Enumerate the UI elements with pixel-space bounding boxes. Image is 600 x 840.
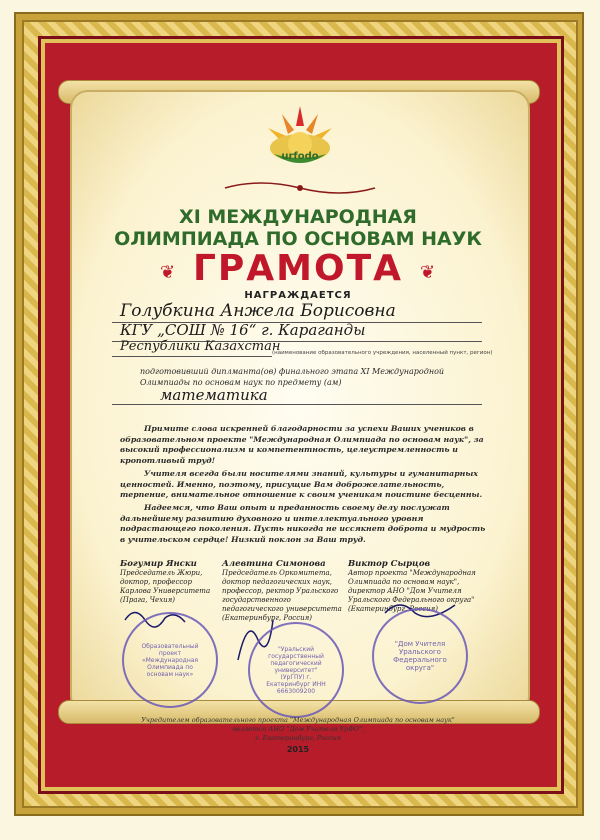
- footer-line-2: является АНО "Дом Учителя УрФО",: [231, 725, 365, 733]
- flourish-divider-icon: [220, 178, 380, 198]
- body-paragraph-2: Учителя всегда были носителями знаний, культуры и гуманитарных ценностей. Именно, поэтому, присущие Вам доброжелательность, терпение, внимательное отношение к своим ученикам поистине бесценны.: [120, 469, 483, 499]
- recipient-country: Республики Казахстан: [120, 339, 281, 354]
- recipient-institution: КГУ „СОШ № 16“ г. Караганды: [120, 321, 366, 339]
- stamp-middle: [248, 622, 344, 718]
- signatory-1-role: Председатель Жюри, доктор, профессор Карлова Университета (Прага, Чехия): [120, 569, 211, 604]
- right-ornament-icon: ❦: [420, 262, 436, 283]
- title-line-1: XI МЕЖДУНАРОДНАЯ: [179, 206, 417, 228]
- subject-underline: [112, 404, 482, 405]
- body-paragraph-1: Примите слова искренней благодарности за успехи Ваших учеников в образовательном проекте "Международная Олимпиада по основам наук", за высокий профессионализм и компетентность, целеустремленность и кропотливый труд!: [120, 424, 484, 465]
- stamp-middle-text: "Уральский государственный педагогический университет" (УрГПУ) г. Екатеринбург ИНН 6663009200: [266, 645, 326, 695]
- signatory-3-name: Виктор Сырцов: [348, 559, 431, 569]
- stamp-left: [122, 612, 218, 708]
- logo-text: urfodo: [281, 151, 319, 162]
- stamp-right: [372, 608, 468, 704]
- stamp-left-text: Образовательный проект «Международная Олимпиада по основам наук»: [141, 642, 199, 678]
- recipient-name: Голубкина Анжела Борисовна: [120, 301, 396, 321]
- body-paragraph-3: Надеемся, что Ваш опыт и преданность своему делу послужат дальнейшему развитию духовного и интеллектуального уровня подрастающего поколения. Пусть никогда не иссякнет доброта и мудрость в учительском сердце! Низкий поклон за Ваш труд.: [120, 503, 486, 544]
- title-line-2: ОЛИМПИАДА ПО ОСНОВАМ НАУК: [114, 228, 482, 250]
- footer-line-3: г. Екатеринбург, Россия: [255, 734, 341, 742]
- achievement-text: подготовивший диплманта(ов) финального этапа XI Международной Олимпиады по основам наук по предмету (ам): [140, 367, 445, 387]
- signatory-2-role: Председатель Оркомитета, доктор педагогических наук, профессор, ректор Уральского государственного педагогического университета (Екатеринбург, Россия): [222, 569, 342, 622]
- institution-caption: (наименование образовательного учреждения, населенный пункт, регион): [272, 350, 493, 356]
- signatory-1: [120, 560, 216, 605]
- country-underline: [112, 356, 272, 357]
- awarded-label: НАГРАЖДАЕТСЯ: [244, 290, 352, 301]
- stamp-right-text: "Дом Учителя Уральского Федерального округа": [393, 640, 447, 672]
- urfodo-logo-icon: [252, 96, 348, 176]
- signatory-3-role: Автор проекта "Международная Олимпиада по основам наук", директор АНО "Дом Учителя Уральского Федерального округа" (Екатеринбург, Россия): [348, 569, 476, 613]
- subject-value: математика: [160, 386, 268, 404]
- footer-line-1: Учредителем образовательного проекта "Международная Олимпиада по основам наук": [141, 716, 455, 724]
- signatory-1-name: Богумир Янски: [120, 559, 197, 569]
- signatory-2-name: Алевтина Симонова: [222, 559, 326, 569]
- document-type-title: ГРАМОТА: [192, 248, 404, 289]
- left-ornament-icon: ❦: [160, 262, 176, 283]
- year-label: 2015: [286, 745, 310, 754]
